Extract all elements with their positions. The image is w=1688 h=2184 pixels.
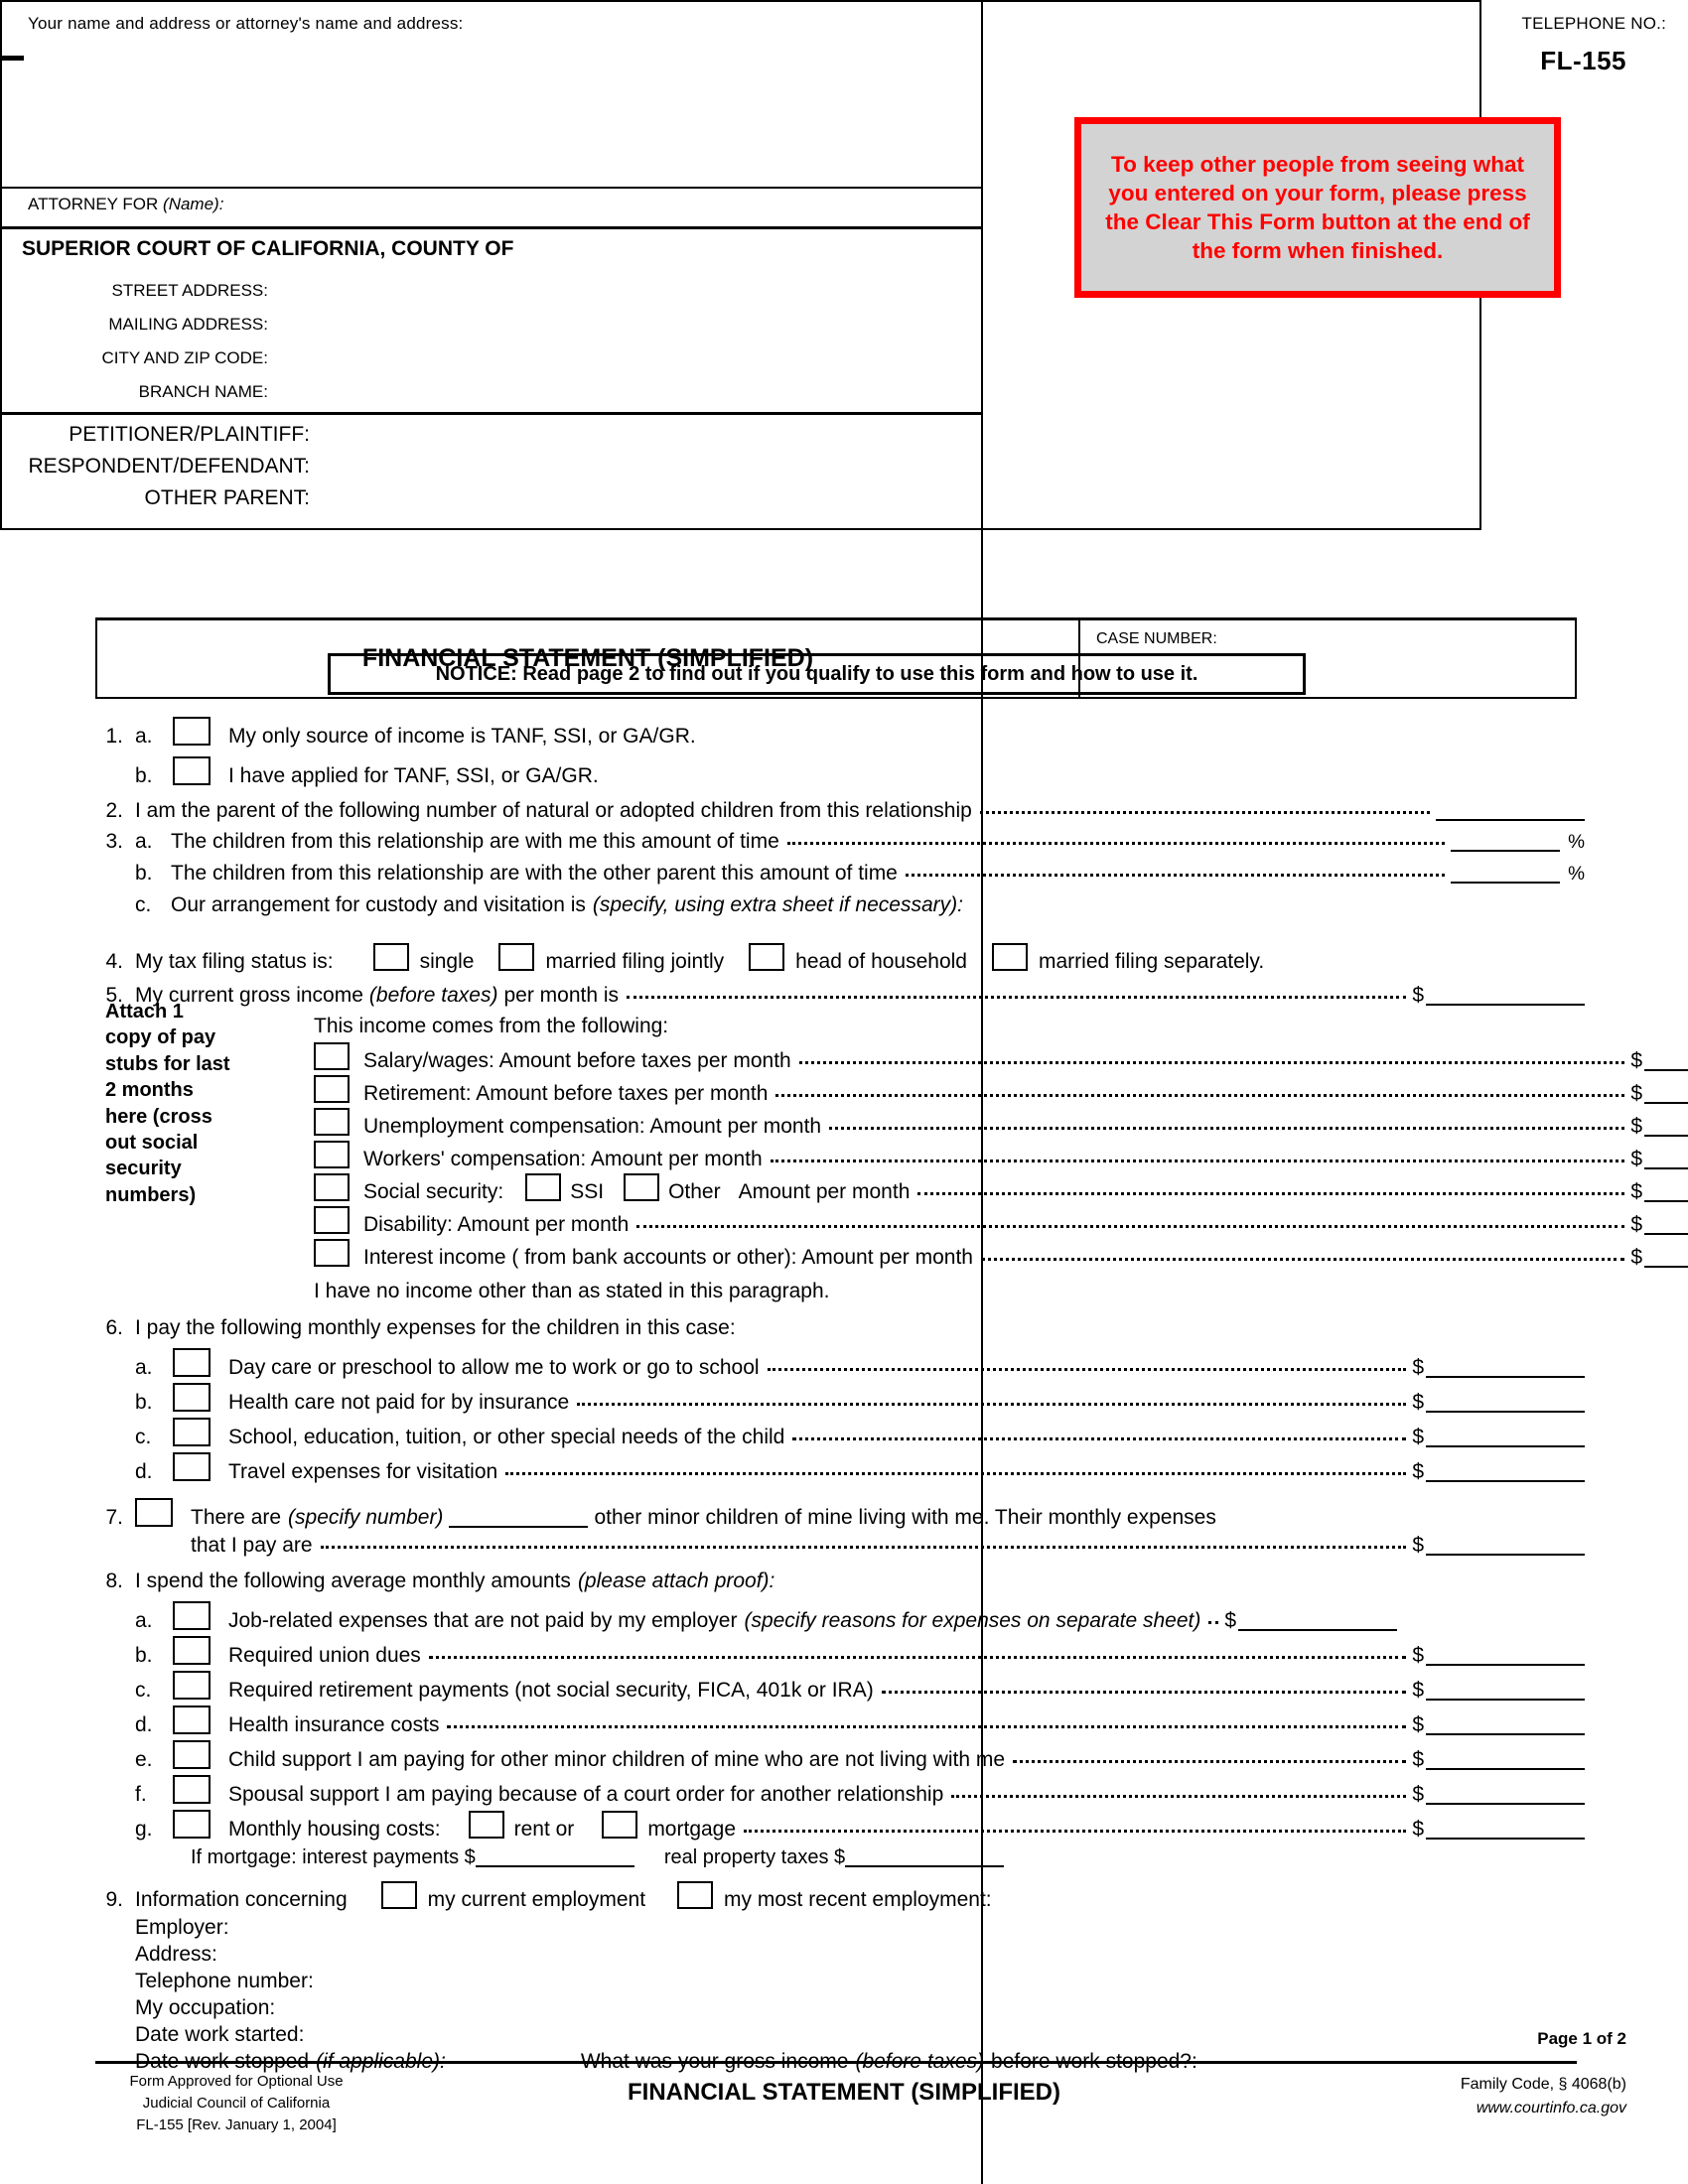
case-number-label: CASE NUMBER:: [1096, 630, 1217, 647]
attorney-name-address-label: Your name and address or attorney's name and address:: [28, 14, 464, 33]
income-source-disability-row: [95, 1206, 1688, 1235]
income-source-workers-comp-leader: [771, 1160, 1625, 1162]
item-7-number-input-line[interactable]: [449, 1508, 588, 1528]
footer-citation-block: [1461, 2073, 1626, 2120]
item-6c-letter: c.: [135, 1426, 152, 1448]
item-9-text: Information concerning: [135, 1888, 348, 1911]
page-number: Page 1 of 2: [1537, 2029, 1626, 2048]
item-6c-input-line[interactable]: [1426, 1426, 1585, 1447]
item-1-number: 1.: [105, 725, 123, 748]
attach-paystubs-note: Attach 1 copy of pay stubs for last 2 months here (cross out social security numbers): [105, 1001, 230, 1206]
item-8a-checkbox[interactable]: [173, 1601, 211, 1630]
income-source-ssi-label: SSI: [570, 1180, 605, 1203]
footer-divider: [95, 2061, 1577, 2064]
item-9-date-started-row[interactable]: [95, 2024, 1585, 2045]
item-1a-letter: a.: [135, 725, 153, 748]
item-8-property-tax-label: real property taxes $: [663, 1846, 846, 1868]
item-6b-input-line[interactable]: [1426, 1391, 1585, 1413]
item-6b-checkbox[interactable]: [173, 1383, 211, 1412]
income-source-retirement-amount[interactable]: [1630, 1082, 1688, 1104]
income-source-disability-label: Disability: Amount per month: [363, 1213, 630, 1236]
item-3c-letter: c.: [135, 893, 152, 916]
item-8f-checkbox[interactable]: [173, 1775, 211, 1804]
footer-approved-line3: FL-155 [Rev. January 1, 2004]: [136, 2116, 337, 2133]
income-source-workers-comp-dollar: $: [1630, 1148, 1642, 1170]
item-7-amount[interactable]: [1412, 1534, 1585, 1556]
party-names-block: [0, 415, 981, 528]
item-8d-amount[interactable]: [1412, 1713, 1585, 1735]
item-8g-leader: [744, 1830, 1406, 1833]
item-8a-row: [95, 1601, 1585, 1631]
attorney-tick-mark: [0, 56, 24, 61]
item-1b-checkbox[interactable]: [173, 756, 211, 785]
item-6a-leader: [768, 1368, 1407, 1371]
item-8-mortgage-interest-label: If mortgage: interest payments $: [191, 1846, 476, 1868]
income-source-social-security-amount[interactable]: [1630, 1180, 1688, 1202]
income-source-disability-amount[interactable]: [1630, 1213, 1688, 1235]
item-8a-letter: a.: [135, 1609, 153, 1632]
item-7-text-after: other minor children of mine living with me. Their monthly expenses: [594, 1506, 1216, 1529]
item-8b-leader: [429, 1656, 1407, 1659]
item-5-leader: [627, 996, 1406, 999]
item-8c-input-line[interactable]: [1426, 1679, 1585, 1701]
income-source-unemployment-label: Unemployment compensation: Amount per month: [363, 1115, 822, 1138]
item-8a-amount[interactable]: [1224, 1609, 1397, 1631]
item-8c-letter: c.: [135, 1679, 152, 1702]
income-source-other-label: Other: [668, 1180, 721, 1203]
item-8-row: [95, 1570, 1585, 1591]
item-9-employer-label: Employer:: [135, 1916, 229, 1939]
item-6-text: I pay the following monthly expenses for the children in this case:: [135, 1316, 736, 1339]
item-6d-label: Travel expenses for visitation: [228, 1460, 498, 1483]
item-8g-dollar: $: [1412, 1818, 1424, 1841]
respondent-label: RESPONDENT/DEFENDANT:: [28, 455, 310, 478]
item-3b-amount[interactable]: [1451, 862, 1585, 884]
income-source-workers-comp-label: Workers' compensation: Amount per month: [363, 1148, 763, 1170]
item-8c-label: Required retirement payments (not social security, FICA, 401k or IRA): [228, 1679, 874, 1702]
item-7-row: [95, 1498, 1585, 1528]
item-7-leader: [321, 1546, 1407, 1549]
item-4-option-married-separately: married filing separately.: [1039, 950, 1265, 973]
item-7-input-line[interactable]: [1426, 1534, 1585, 1556]
item-6a-input-line[interactable]: [1426, 1356, 1585, 1378]
item-8a-label: Job-related expenses that are not paid by my employer: [228, 1609, 738, 1632]
item-8f-leader: [951, 1795, 1406, 1798]
item-3c-italic: (specify, using extra sheet if necessary):: [592, 893, 963, 916]
court-city-zip-label: CITY AND ZIP CODE:: [101, 348, 268, 367]
item-8g-label: Monthly housing costs:: [228, 1818, 441, 1841]
attorney-for-text: ATTORNEY FOR: [28, 195, 159, 213]
item-3a-row: [95, 830, 1585, 852]
item-8f-amount[interactable]: [1412, 1783, 1585, 1805]
clear-form-warning-text: To keep other people from seeing what you entered on your form, please press the Clear This Form button at the end of the form when finished.: [1105, 151, 1530, 264]
item-7-text-line2: that I pay are: [191, 1534, 313, 1557]
item-8g-mortgage-label: mortgage: [647, 1818, 737, 1841]
item-4-checkbox-married-separately[interactable]: [992, 943, 1028, 971]
court-mailing-address-label: MAILING ADDRESS:: [108, 315, 268, 334]
item-6a-amount[interactable]: [1412, 1356, 1585, 1378]
income-source-social-security-row: [95, 1173, 1688, 1202]
item-6-row: [95, 1317, 1585, 1338]
item-9-number: 9.: [105, 1888, 123, 1911]
item-3b-percent-sign: %: [1568, 864, 1585, 885]
item-9-telephone-label: Telephone number:: [135, 1970, 314, 1992]
income-source-unemployment-amount[interactable]: [1630, 1115, 1688, 1137]
item-8c-dollar: $: [1412, 1679, 1424, 1702]
item-8d-input-line[interactable]: [1426, 1713, 1585, 1735]
item-3c-text: Our arrangement for custody and visitation is: [171, 893, 586, 916]
item-5-row: [95, 984, 1585, 1006]
item-8f-input-line[interactable]: [1426, 1783, 1585, 1805]
item-2-amount[interactable]: [1436, 799, 1585, 821]
item-8e-amount[interactable]: [1412, 1748, 1585, 1770]
item-3b-input-line[interactable]: [1451, 862, 1560, 884]
income-source-ssi-checkbox[interactable]: [525, 1173, 561, 1201]
item-9-date-stopped-label: Date work stopped: [135, 2050, 310, 2073]
item-4-option-single: single: [419, 950, 475, 973]
income-source-salary-input-line[interactable]: [1644, 1049, 1688, 1071]
item-6d-dollar: $: [1412, 1460, 1424, 1483]
footer-approved-line1: Form Approved for Optional Use: [129, 2073, 344, 2090]
item-3a-percent-sign: %: [1568, 832, 1585, 853]
attorney-for-label: [28, 195, 223, 214]
form-body: [95, 695, 1642, 2073]
item-6c-checkbox[interactable]: [173, 1418, 211, 1446]
item-9-address-row[interactable]: [95, 1944, 1585, 1965]
item-8g-rent-label: rent or: [513, 1818, 575, 1841]
item-5-text-italic: (before taxes): [368, 984, 498, 1007]
other-parent-label: OTHER PARENT:: [144, 486, 310, 509]
item-6c-label: School, education, tuition, or other special needs of the child: [228, 1426, 785, 1448]
item-8d-row: [95, 1706, 1585, 1735]
item-5-text-before: My current gross income: [135, 984, 363, 1007]
item-8c-checkbox[interactable]: [173, 1671, 211, 1700]
income-source-unemployment-leader: [829, 1127, 1624, 1130]
footer-form-title: FINANCIAL STATEMENT (SIMPLIFIED): [628, 2079, 1060, 2106]
item-5-dollar-sign: $: [1412, 984, 1424, 1007]
income-source-retirement-label: Retirement: Amount before taxes per month: [363, 1082, 769, 1105]
item-2-leader: [980, 811, 1430, 814]
item-6b-label: Health care not paid for by insurance: [228, 1391, 570, 1414]
item-8b-amount[interactable]: [1412, 1644, 1585, 1666]
item-8e-leader: [1013, 1760, 1406, 1763]
income-source-interest-leader: [981, 1258, 1624, 1261]
income-source-workers-comp-checkbox[interactable]: [314, 1141, 350, 1168]
income-source-salary-label: Salary/wages: Amount before taxes per month: [363, 1049, 791, 1072]
item-6d-checkbox[interactable]: [173, 1452, 211, 1481]
income-source-unemployment-row: [95, 1108, 1688, 1137]
item-3b-letter: b.: [135, 862, 153, 885]
item-1a-text: My only source of income is TANF, SSI, or GA/GR.: [228, 725, 696, 748]
item-1b-letter: b.: [135, 764, 153, 787]
item-6c-amount[interactable]: [1412, 1426, 1585, 1447]
item-4-row: [95, 943, 1585, 972]
income-source-interest-input-line[interactable]: [1644, 1246, 1688, 1268]
item-3c-row: [95, 894, 1585, 915]
item-4-checkbox-single[interactable]: [373, 943, 409, 971]
court-branch-name-label: BRANCH NAME:: [138, 382, 268, 401]
item-6d-input-line[interactable]: [1426, 1460, 1585, 1482]
item-6d-letter: d.: [135, 1460, 153, 1483]
item-8b-checkbox[interactable]: [173, 1636, 211, 1665]
income-source-retirement-dollar: $: [1630, 1082, 1642, 1105]
income-source-disability-dollar: $: [1630, 1213, 1642, 1236]
item-8a-label-italic: (specify reasons for expenses on separate sheet): [744, 1609, 1201, 1632]
income-source-interest-dollar: $: [1630, 1246, 1642, 1269]
item-8d-checkbox[interactable]: [173, 1706, 211, 1734]
footer-website: www.courtinfo.ca.gov: [1476, 2100, 1626, 2116]
court-street-address-label: STREET ADDRESS:: [111, 281, 268, 300]
item-6b-leader: [577, 1403, 1406, 1406]
item-3b-leader: [906, 874, 1445, 877]
item-1a-row: [95, 717, 1585, 747]
footer-approved-line2: Judicial Council of California: [142, 2094, 331, 2112]
item-8a-input-line[interactable]: [1238, 1609, 1397, 1631]
income-source-salary-row: [95, 1042, 1688, 1071]
form-number: FL-155: [1540, 46, 1626, 75]
item-8e-checkbox[interactable]: [173, 1740, 211, 1769]
income-footer-text: I have no income other than as stated in this paragraph.: [314, 1280, 830, 1302]
item-4-option-head-of-household: head of household: [795, 950, 967, 973]
item-1b-text: I have applied for TANF, SSI, or GA/GR.: [228, 764, 599, 787]
item-8d-dollar: $: [1412, 1713, 1424, 1736]
item-9-employer-row[interactable]: [95, 1917, 1585, 1938]
notice-text: NOTICE: Read page 2 to find out if you qualify to use this form and how to use it.: [435, 662, 1198, 685]
income-source-interest-checkbox[interactable]: [314, 1239, 350, 1267]
item-8g-amount[interactable]: [1412, 1818, 1585, 1840]
item-8e-input-line[interactable]: [1426, 1748, 1585, 1770]
court-address-block: [0, 226, 981, 415]
item-8g-mortgage-checkbox[interactable]: [602, 1811, 637, 1839]
item-8b-row: [95, 1636, 1585, 1666]
income-source-other-checkbox[interactable]: [624, 1173, 659, 1201]
income-source-salary-amount[interactable]: [1630, 1049, 1688, 1071]
item-4-checkbox-head-of-household[interactable]: [749, 943, 784, 971]
item-7-line2-row: [95, 1534, 1585, 1556]
item-8g-checkbox[interactable]: [173, 1810, 211, 1839]
item-6a-label: Day care or preschool to allow me to work or go to school: [228, 1356, 760, 1379]
item-8c-row: [95, 1671, 1585, 1701]
item-8-property-tax-input-line[interactable]: [845, 1847, 1004, 1867]
item-1a-checkbox[interactable]: [173, 717, 211, 746]
item-8b-dollar: $: [1412, 1644, 1424, 1667]
income-source-social-security-tail: Amount per month: [738, 1180, 911, 1203]
income-source-social-security-input-line[interactable]: [1644, 1180, 1688, 1202]
item-8c-leader: [882, 1691, 1407, 1694]
item-8b-input-line[interactable]: [1426, 1644, 1585, 1666]
income-source-workers-comp-amount[interactable]: [1630, 1148, 1688, 1169]
item-7-dollar: $: [1412, 1534, 1424, 1557]
item-8c-amount[interactable]: [1412, 1679, 1585, 1701]
item-9-occupation-label: My occupation:: [135, 1996, 276, 2019]
item-8a-dollar: $: [1224, 1609, 1237, 1632]
item-4-checkbox-married-jointly[interactable]: [498, 943, 534, 971]
income-sources-header: This income comes from the following:: [314, 1015, 669, 1037]
item-3b-text: The children from this relationship are with the other parent this amount of time: [171, 862, 898, 885]
item-5-amount[interactable]: [1412, 984, 1585, 1006]
item-9-occupation-row[interactable]: [95, 1997, 1585, 2018]
attorney-name-address-field[interactable]: [0, 0, 981, 189]
item-4-number: 4.: [105, 950, 123, 973]
item-7-text-italic: (specify number): [288, 1506, 444, 1529]
item-3a-input-line[interactable]: [1451, 830, 1560, 852]
item-9-gross-italic: (before taxes): [855, 2050, 985, 2073]
item-8f-dollar: $: [1412, 1783, 1424, 1806]
item-4-option-married-jointly: married filing jointly: [545, 950, 725, 973]
income-source-disability-leader: [636, 1225, 1624, 1228]
item-9-current-employment-label: my current employment: [427, 1888, 646, 1911]
item-5-text-after: per month is: [503, 984, 620, 1007]
court-title: SUPERIOR COURT OF CALIFORNIA, COUNTY OF: [22, 237, 514, 260]
item-8g-row: [95, 1810, 1585, 1840]
item-6a-row: [95, 1348, 1585, 1378]
item-3a-text: The children from this relationship are with me this amount of time: [171, 830, 779, 853]
item-2-number: 2.: [105, 799, 123, 822]
item-8f-row: [95, 1775, 1585, 1805]
item-2-row: [95, 799, 1585, 821]
attorney-for-hint: (Name):: [163, 195, 224, 213]
item-5-input-line[interactable]: [1426, 984, 1585, 1006]
item-6b-row: [95, 1383, 1585, 1413]
item-4-text: My tax filing status is:: [135, 950, 334, 973]
item-9-gross-before: What was your gross income: [580, 2050, 849, 2073]
income-source-unemployment-dollar: $: [1630, 1115, 1642, 1138]
income-source-social-security-label: Social security:: [363, 1180, 504, 1203]
income-source-retirement-checkbox[interactable]: [314, 1075, 350, 1103]
income-source-disability-checkbox[interactable]: [314, 1206, 350, 1234]
item-7-checkbox[interactable]: [135, 1498, 173, 1527]
item-9-recent-employment-checkbox[interactable]: [677, 1881, 713, 1909]
item-6d-amount[interactable]: [1412, 1460, 1585, 1482]
item-8g-letter: g.: [135, 1818, 153, 1841]
income-source-retirement-row: [95, 1075, 1688, 1104]
item-8-mortgage-detail-row: [95, 1847, 1585, 1867]
item-8d-letter: d.: [135, 1713, 153, 1736]
item-9-row: [95, 1881, 1585, 1910]
footer-citation: Family Code, § 4068(b): [1460, 2076, 1626, 2093]
item-8-number: 8.: [105, 1570, 123, 1592]
item-5-number: 5.: [105, 984, 123, 1007]
item-9-date-started-label: Date work started:: [135, 2023, 305, 2046]
item-8f-label: Spousal support I am paying because of a court order for another relationship: [228, 1783, 944, 1806]
income-source-retirement-leader: [775, 1094, 1624, 1097]
item-8e-row: [95, 1740, 1585, 1770]
notice-bar: [328, 653, 1306, 695]
item-6b-dollar: $: [1412, 1391, 1424, 1414]
item-9-gross-after: before work stopped?:: [991, 2050, 1197, 2073]
item-6a-checkbox[interactable]: [173, 1348, 211, 1377]
income-source-interest-label: Interest income ( from bank accounts or other): Amount per month: [363, 1246, 973, 1269]
income-source-salary-dollar: $: [1630, 1049, 1642, 1072]
item-7-number: 7.: [105, 1506, 123, 1529]
item-6d-leader: [505, 1472, 1406, 1475]
item-6-number: 6.: [105, 1316, 123, 1339]
income-footer-row: [95, 1281, 1688, 1301]
item-6a-letter: a.: [135, 1356, 153, 1379]
item-8e-letter: e.: [135, 1748, 153, 1771]
income-source-salary-leader: [799, 1061, 1625, 1064]
item-2-input-line[interactable]: [1436, 799, 1585, 821]
item-8e-dollar: $: [1412, 1748, 1424, 1771]
income-source-interest-row: [95, 1239, 1688, 1268]
income-source-disability-input-line[interactable]: [1644, 1213, 1688, 1235]
income-sources-header-row: [95, 1016, 1688, 1036]
item-8g-input-line[interactable]: [1426, 1818, 1585, 1840]
item-3a-amount[interactable]: [1451, 830, 1585, 852]
item-9-telephone-row[interactable]: [95, 1971, 1585, 1991]
income-source-retirement-input-line[interactable]: [1644, 1082, 1688, 1104]
item-6a-dollar: $: [1412, 1356, 1424, 1379]
income-source-salary-checkbox[interactable]: [314, 1042, 350, 1070]
item-8d-leader: [447, 1725, 1406, 1728]
item-8-text-italic: (please attach proof):: [577, 1570, 775, 1592]
item-8g-rent-checkbox[interactable]: [469, 1811, 504, 1839]
income-source-interest-amount[interactable]: [1630, 1246, 1688, 1268]
item-8a-leader: [1208, 1621, 1218, 1624]
item-3a-letter: a.: [135, 830, 153, 853]
item-6c-row: [95, 1418, 1585, 1447]
item-9-current-employment-checkbox[interactable]: [381, 1881, 417, 1909]
item-8b-label: Required union dues: [228, 1644, 421, 1667]
item-6b-amount[interactable]: [1412, 1391, 1585, 1413]
item-9-recent-employment-label: my most recent employment:: [724, 1888, 992, 1911]
item-9-date-stopped-italic: (if applicable):: [316, 2050, 446, 2073]
item-8b-letter: b.: [135, 1644, 153, 1667]
item-6c-leader: [792, 1437, 1406, 1440]
item-8-text-before: I spend the following average monthly amounts: [135, 1570, 571, 1592]
item-8e-label: Child support I am paying for other minor children of mine who are not living with me: [228, 1748, 1006, 1771]
income-source-workers-comp-input-line[interactable]: [1644, 1148, 1688, 1169]
item-3b-row: [95, 862, 1585, 884]
item-6d-row: [95, 1452, 1585, 1482]
item-7-text-before: There are: [191, 1506, 282, 1529]
item-6c-dollar: $: [1412, 1426, 1424, 1448]
item-3-number: 3.: [105, 830, 123, 853]
telephone-label: TELEPHONE NO.:: [1521, 14, 1666, 33]
item-2-text: I am the parent of the following number of natural or adopted children from this relationship: [135, 799, 972, 822]
income-source-social-security-dollar: $: [1630, 1180, 1642, 1203]
item-8d-label: Health insurance costs: [228, 1713, 440, 1736]
item-6b-letter: b.: [135, 1391, 153, 1414]
item-3a-leader: [787, 842, 1445, 845]
income-source-unemployment-input-line[interactable]: [1644, 1115, 1688, 1137]
item-1b-row: [95, 756, 1585, 786]
form-title: FINANCIAL STATEMENT (SIMPLIFIED): [361, 644, 814, 672]
income-source-social-security-checkbox[interactable]: [314, 1173, 350, 1201]
income-source-social-security-leader: [917, 1192, 1624, 1195]
item-9-address-label: Address:: [135, 1943, 217, 1966]
item-8f-letter: f.: [135, 1783, 147, 1806]
item-8-mortgage-interest-input-line[interactable]: [476, 1847, 634, 1867]
telephone-field[interactable]: [983, 0, 1688, 189]
income-source-workers-comp-row: [95, 1141, 1688, 1169]
petitioner-label: PETITIONER/PLAINTIFF:: [69, 423, 310, 446]
income-source-unemployment-checkbox[interactable]: [314, 1108, 350, 1136]
